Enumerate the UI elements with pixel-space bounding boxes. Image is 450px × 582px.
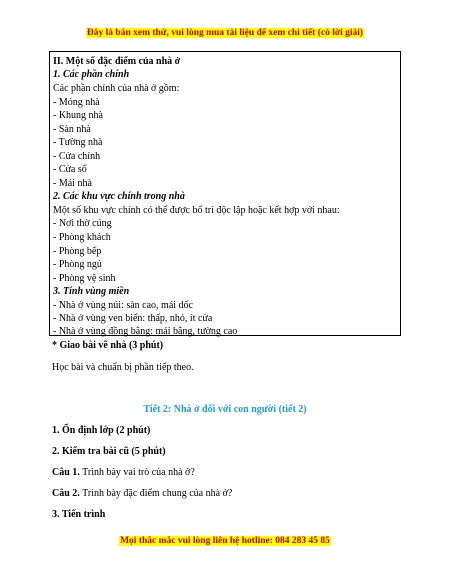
list-item: - Nhà ở vùng đồng bằng: mái bằng, tường cao (53, 326, 238, 337)
list-item: - Cửa sổ (53, 164, 87, 175)
list-item: - Cửa chính (53, 151, 101, 162)
list-item: - Mái nhà (53, 178, 92, 189)
question-2-text: Trình bày đặc điểm chung của nhà ở? (79, 488, 233, 499)
lesson2-heading: Tiết 2: Nhà ở đối với con người (tiết 2) (143, 404, 307, 415)
list-item: - Nơi thờ cúng (53, 218, 112, 229)
content-box (49, 51, 401, 336)
question-2-label: Câu 2. (52, 488, 80, 499)
homework-text: Học bài và chuẩn bị phần tiếp theo. (52, 362, 194, 373)
part2-title: 2. Các khu vực chính trong nhà (53, 191, 185, 202)
part1-title: 1. Các phần chính (53, 69, 130, 80)
step-2: 2. Kiểm tra bài cũ (5 phút) (52, 446, 166, 457)
hotline-banner (0, 535, 450, 547)
preview-notice-text: Đây là bản xem thử, vui lòng mua tài liệu để xem chi tiết (có lời giải) (86, 28, 364, 38)
list-item: - Phòng khách (53, 232, 111, 243)
question-1-text: Trình bày vai trò của nhà ở? (79, 467, 195, 478)
preview-notice-banner (0, 27, 450, 39)
part1-intro: Các phần chính của nhà ở gồm: (53, 83, 180, 94)
list-item: - Móng nhà (53, 97, 100, 108)
list-item: - Nhà ở vùng ven biển: thấp, nhỏ, ít cửa (53, 313, 213, 324)
list-item: - Phòng bếp (53, 246, 102, 257)
question-1 (52, 467, 195, 479)
list-item: - Phòng ngủ (53, 259, 102, 270)
list-item: - Phòng vệ sinh (53, 273, 116, 284)
hotline-text: Mọi thắc mắc vui lòng liên hệ hotline: 084 283 45 85 (120, 536, 330, 546)
list-item: - Tường nhà (53, 137, 103, 148)
step-1: 1. Ổn định lớp (2 phút) (52, 425, 151, 436)
part3-title: 3. Tính vùng miền (53, 286, 130, 297)
list-item: - Khung nhà (53, 110, 103, 121)
question-1-label: Câu 1. (52, 467, 80, 478)
list-item: - Nhà ở vùng núi: sàn cao, mái dốc (53, 300, 193, 311)
step-3: 3. Tiến trình (52, 509, 106, 520)
question-2 (52, 488, 232, 500)
section-title: II. Một số đặc điểm của nhà ở (53, 56, 181, 67)
list-item: - Sàn nhà (53, 124, 91, 135)
homework-title: * Giao bài vẽ nhà (3 phút) (52, 340, 164, 351)
part2-intro: Một số khu vực chính có thể được bố trí độc lập hoặc kết hợp với nhau: (53, 205, 340, 216)
